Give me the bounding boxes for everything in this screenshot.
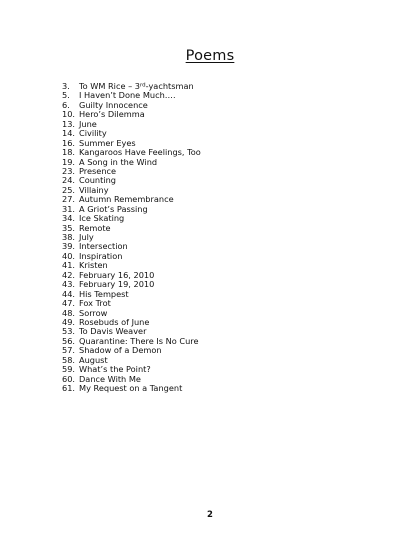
toc-entry-title: July (79, 232, 94, 242)
toc-entry-title: Presence (79, 165, 117, 176)
toc-entry-page-number: 42. (62, 269, 76, 280)
toc-entry-title: Counting (79, 175, 116, 186)
toc-entry-page-number: 39. (62, 241, 76, 252)
toc-entry-title-superscript: rd (140, 82, 146, 89)
page-title: Poems (185, 48, 235, 64)
toc-entry-page-number: 35. (62, 222, 76, 233)
toc-entry-title: My Request on a Tangent (79, 383, 183, 393)
toc-entry-page-number: 48. (62, 307, 76, 318)
toc-entry-title: What’s the Point? (79, 364, 151, 375)
toc-entry-page-number: 61. (62, 383, 76, 393)
toc-entry-page-number: 49. (62, 316, 76, 327)
toc-entry-page-number: 38. (62, 232, 76, 242)
toc-entry-page-number: 40. (62, 250, 76, 261)
toc-entry-title: Summer Eyes (79, 137, 136, 148)
toc-entry-title: Guilty Innocence (79, 99, 148, 110)
toc-entry-title: Villainy (79, 184, 109, 195)
toc-entry-title: Quarantine: There Is No Cure (79, 335, 199, 346)
toc-entry-title: Inspiration (79, 250, 123, 261)
toc-entry-title: Autumn Remembrance (79, 194, 174, 205)
toc-entry-page-number: 24. (62, 175, 76, 186)
toc-entry-title: His Tempest (79, 288, 129, 299)
toc-entry-page-number: 59. (62, 364, 76, 375)
toc-entry-page-number: 25. (62, 184, 76, 195)
toc-entry-title: Dance With Me (79, 373, 141, 384)
toc-entry-title: Hero’s Dilemma (79, 109, 145, 120)
toc-entry-page-number: 57. (62, 345, 76, 356)
toc-entry-page-number: 53. (62, 326, 76, 337)
toc-entry-page-number: 6. (62, 99, 70, 110)
toc-entry-page-number: 44. (62, 288, 76, 299)
toc-entry-title: August (79, 354, 108, 365)
toc-entry-title: Shadow of a Demon (79, 345, 162, 356)
toc-entry-title-part: -yachtsman (145, 81, 194, 91)
toc-entry-page-number: 3. (62, 81, 70, 91)
toc-entry-page-number: 10. (62, 109, 76, 120)
toc-entry-page-number: 18. (62, 147, 76, 158)
toc-entry-title: June (79, 118, 97, 129)
toc-entry-title-part: To WM Rice – 3 (79, 81, 140, 91)
toc-entry-page-number: 23. (62, 165, 76, 176)
toc-entry-title: February 19, 2010 (79, 279, 155, 290)
toc-entry-page-number: 60. (62, 373, 76, 384)
toc-entry-title: I Haven’t Done Much…. (79, 90, 176, 101)
toc-entry-page-number: 43. (62, 279, 76, 290)
toc-entry-page-number: 27. (62, 194, 76, 205)
toc-entry-title: Ice Skating (79, 213, 125, 224)
toc-entry-page-number: 34. (62, 213, 76, 224)
toc-entry-page-number: 14. (62, 128, 76, 139)
toc-entry-page-number: 58. (62, 354, 76, 365)
table-of-contents (62, 82, 201, 393)
toc-entry-title: Kangaroos Have Feelings, Too (79, 147, 201, 158)
toc-entry-title: Remote (79, 222, 111, 233)
toc-entry-page-number: 19. (62, 156, 76, 167)
toc-entry-title: Kristen (79, 260, 108, 271)
toc-entry-page-number: 56. (62, 335, 76, 346)
toc-entry-page-number: 5. (62, 90, 70, 101)
toc-entry-title: February 16, 2010 (79, 269, 155, 280)
toc-entry-title: Sorrow (79, 307, 108, 318)
toc-entry-page-number: 41. (62, 260, 76, 271)
toc-entry-title: To Davis Weaver (79, 326, 147, 337)
page-number: 2 (207, 510, 213, 520)
toc-entry (62, 384, 201, 393)
toc-entry-title: A Song in the Wind (79, 156, 158, 167)
toc-entry-page-number: 16. (62, 137, 76, 148)
toc-entry-page-number: 31. (62, 203, 76, 214)
toc-entry-title: Intersection (79, 241, 128, 252)
toc-entry-page-number: 47. (62, 298, 76, 309)
toc-entry-title: A Griot’s Passing (79, 203, 148, 214)
toc-entry-title: Civility (79, 128, 107, 139)
toc-entry-title: Fox Trot (79, 298, 111, 309)
toc-entry-title: Rosebuds of June (79, 316, 150, 327)
toc-entry-page-number: 13. (62, 118, 76, 129)
